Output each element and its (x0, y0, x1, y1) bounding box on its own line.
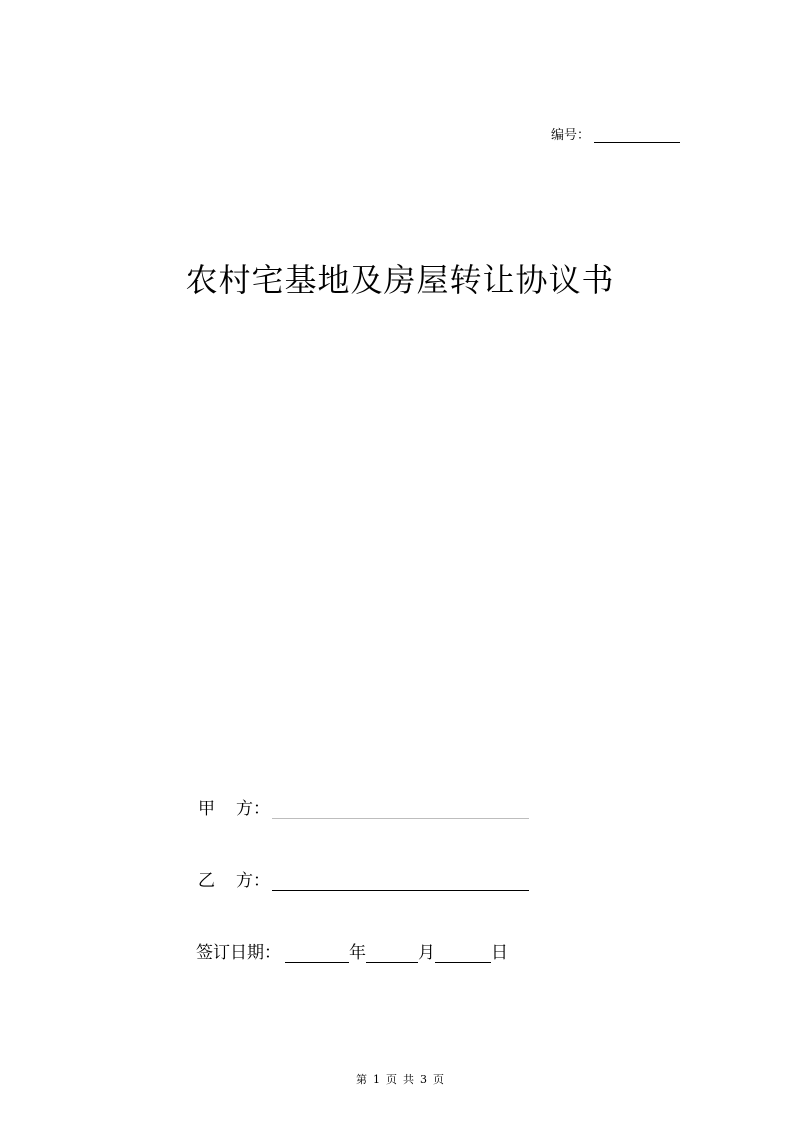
signing-day-blank (435, 944, 491, 963)
signing-year-label: 年 (349, 943, 366, 963)
party-a-label (198, 794, 270, 819)
page-footer (0, 1071, 800, 1087)
footer-total-pages: 3 (420, 1073, 427, 1086)
document-number (551, 124, 680, 143)
signing-year-blank (285, 944, 349, 963)
signing-month-label: 月 (418, 943, 435, 963)
party-a-label-char: 甲 (198, 799, 215, 819)
party-a-label-suffix: 方： (236, 799, 270, 819)
signing-date-label: 签订日期： (196, 943, 281, 963)
party-b-label-suffix: 方： (236, 871, 270, 891)
footer-total-prefix: 共 (403, 1073, 414, 1086)
party-b-blank (272, 872, 529, 891)
party-b-label-char: 乙 (198, 871, 215, 891)
footer-page-prefix: 第 (356, 1073, 367, 1086)
signing-day-label: 日 (491, 943, 508, 963)
document-number-blank (594, 128, 680, 143)
signing-month-blank (366, 944, 418, 963)
party-b-row (198, 866, 529, 891)
document-title: 农村宅基地及房屋转让协议书 (185, 261, 615, 299)
party-b-label (198, 866, 270, 891)
document-number-label: 编号： (551, 128, 591, 143)
party-a-row (198, 794, 529, 819)
footer-page-word: 页 (386, 1073, 397, 1086)
footer-total-suffix: 页 (433, 1073, 444, 1086)
party-a-blank (272, 800, 529, 819)
signing-date-row (196, 938, 508, 963)
footer-current-page: 1 (373, 1073, 380, 1086)
